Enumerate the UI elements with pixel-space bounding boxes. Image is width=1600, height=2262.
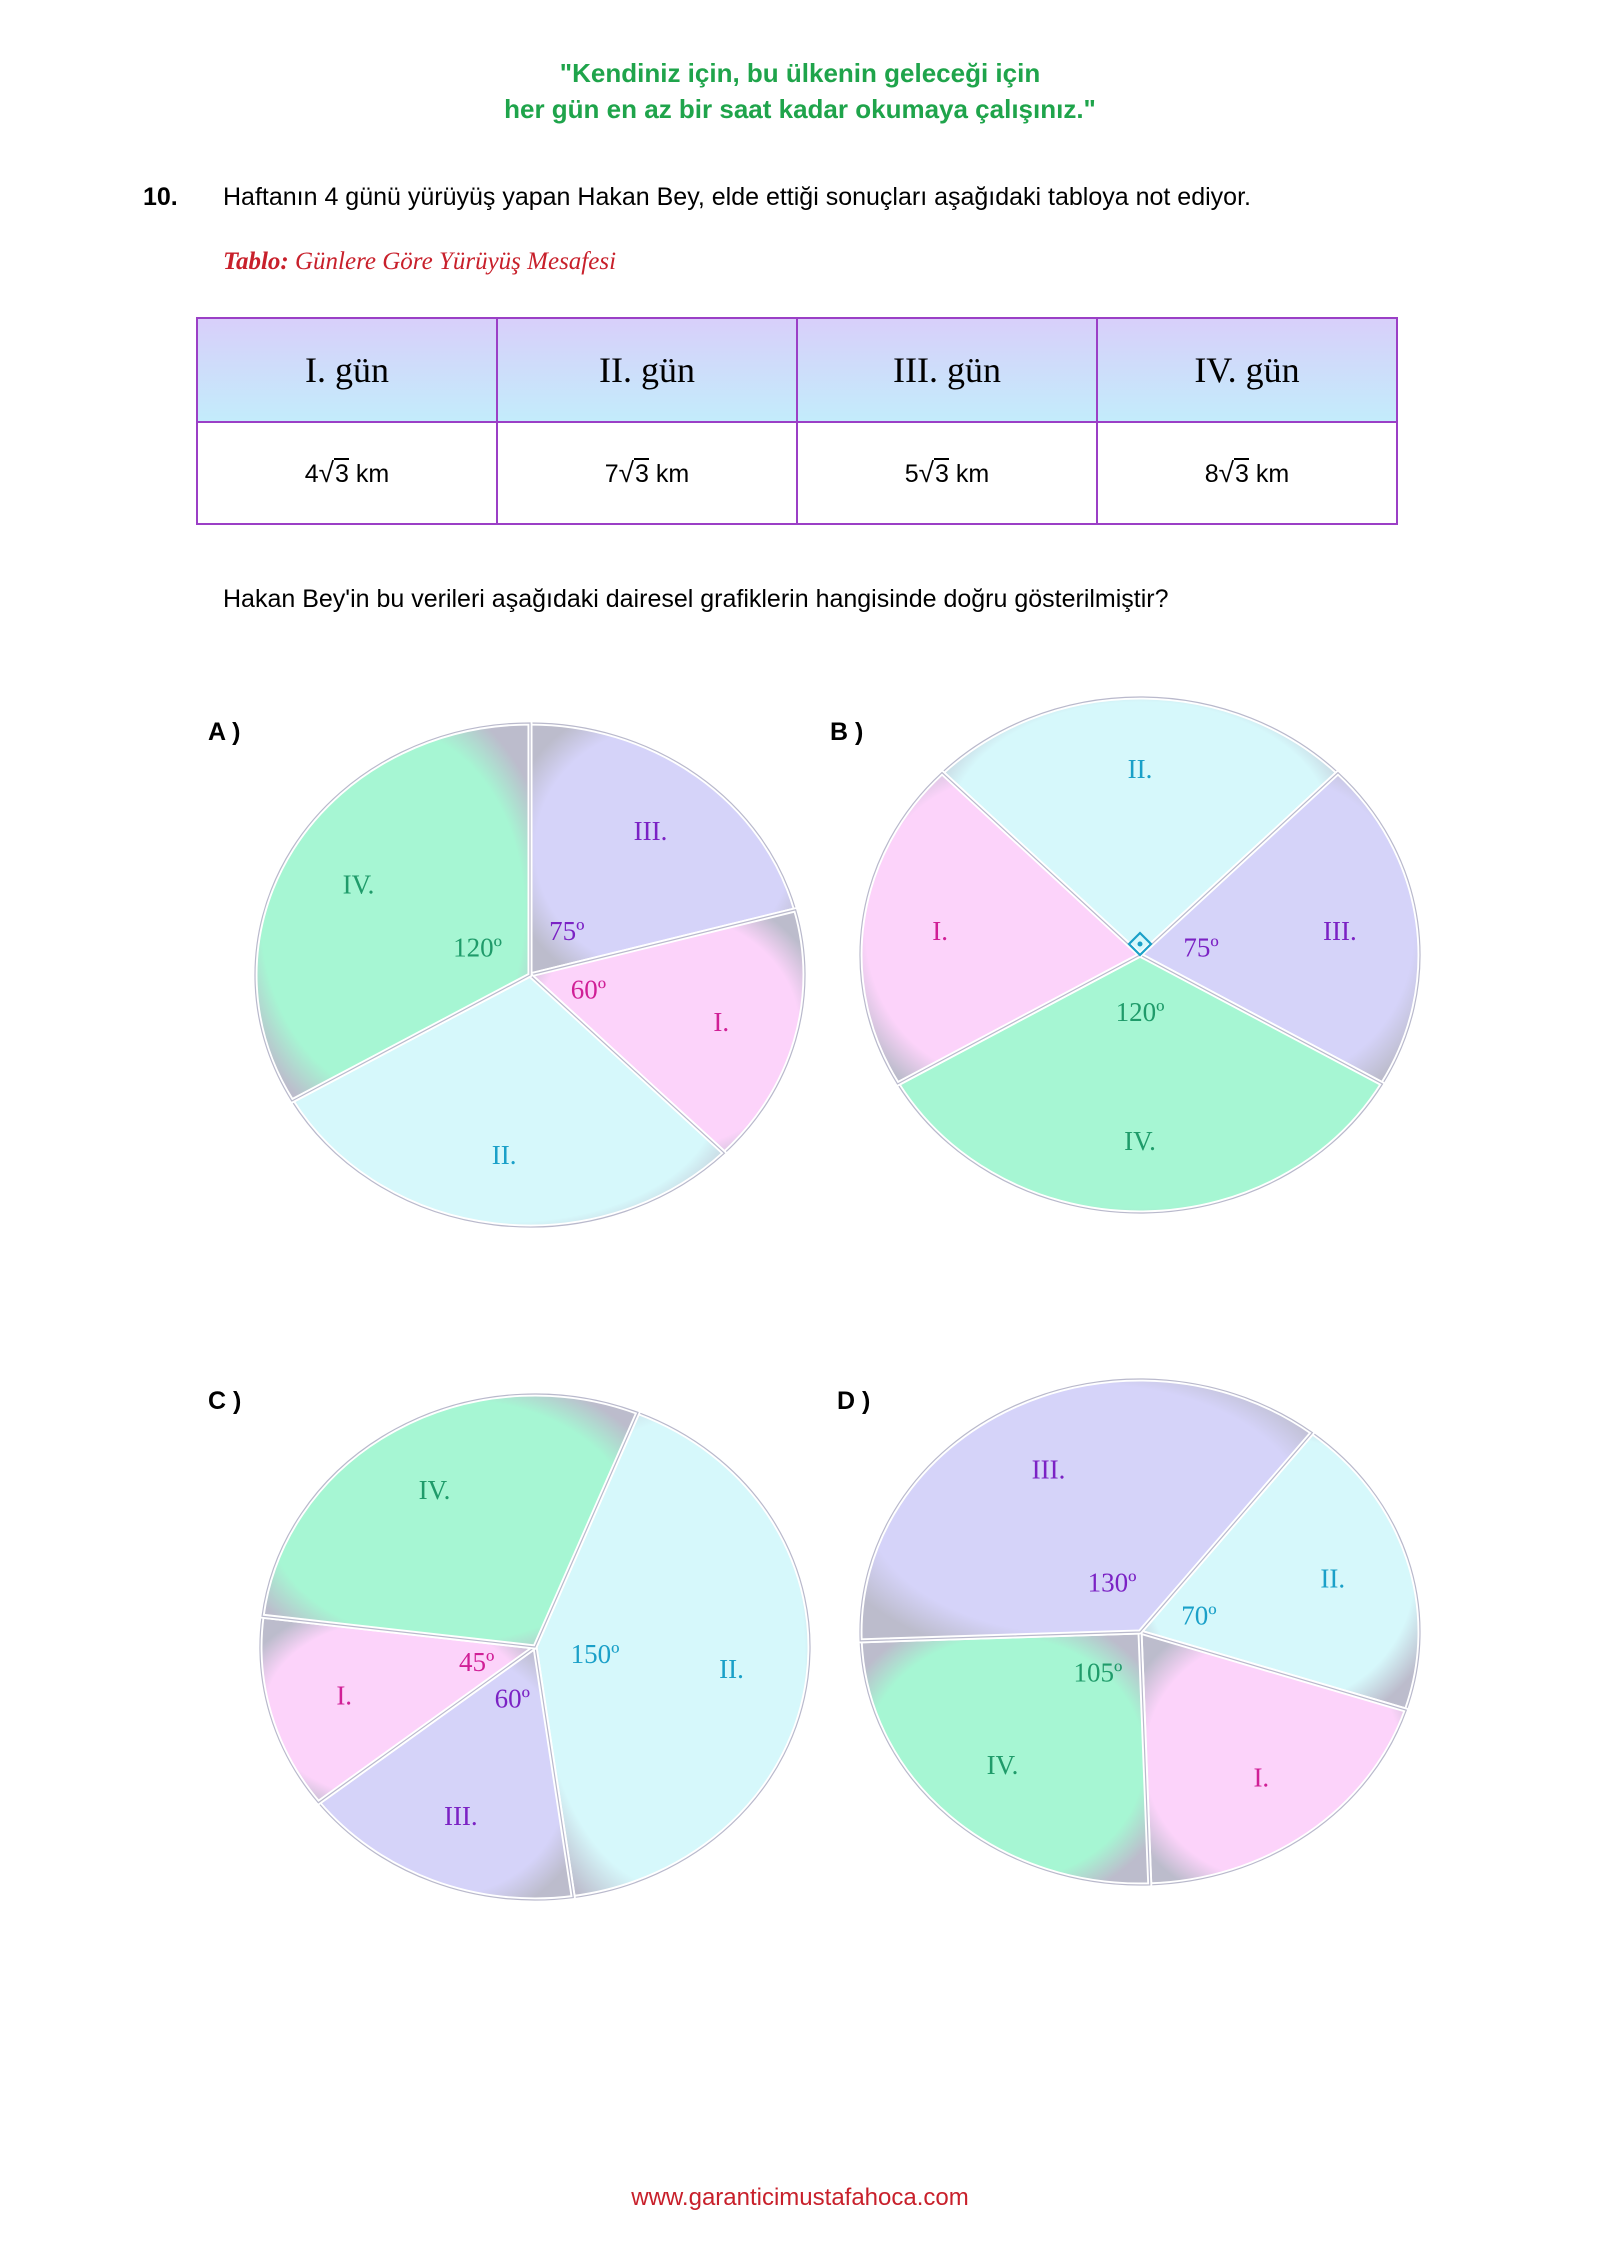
distance-unit: km [355, 460, 390, 488]
option-a-label[interactable]: A ) [208, 718, 241, 746]
pie-slice-label: II. [491, 1139, 517, 1170]
walking-distance-table [196, 317, 1398, 525]
pie-angle-label: 60º [494, 1683, 531, 1714]
table-caption-text: Günlere Göre Yürüyüş Mesafesi [288, 248, 617, 275]
right-angle-dot [1138, 942, 1143, 947]
option-b-label[interactable]: B ) [830, 718, 864, 746]
pie-slice-label: I. [1253, 1762, 1270, 1793]
pie-angle-label: 130º [1087, 1567, 1137, 1598]
option-b-pie-chart[interactable] [850, 700, 1450, 1260]
pie-slice-label: II. [1127, 754, 1153, 785]
table-header-cell: III. gün [797, 318, 1097, 422]
sqrt-icon: √ [918, 457, 935, 488]
table-row [197, 422, 1397, 524]
table-caption-bold: Tablo: [223, 248, 289, 275]
table-cell [197, 422, 497, 524]
pie-angle-label: 75º [1183, 932, 1219, 963]
option-a-pie-chart[interactable] [230, 700, 830, 1260]
pie-slice-label: I. [713, 1006, 730, 1037]
pie-angle-label: 70º [1181, 1600, 1217, 1631]
pie-angle-label: 120º [1115, 996, 1165, 1027]
option-d-pie-chart[interactable] [850, 1367, 1450, 1927]
table-cell [497, 422, 797, 524]
distance-radicand: 3 [1235, 460, 1249, 488]
motto-line-2: her gün en az bir saat kadar okumaya çalışınız." [504, 94, 1096, 124]
table-cell [1097, 422, 1397, 524]
pie-angle-label: 150º [570, 1638, 620, 1669]
distance-coefficient: 4 [304, 460, 319, 488]
pie-slice-label: II. [1320, 1563, 1346, 1594]
distance-radicand: 3 [335, 460, 349, 488]
option-d-label[interactable]: D ) [837, 1387, 871, 1415]
pie-slice-label: IV. [342, 869, 375, 900]
distance-unit: km [655, 460, 690, 488]
pie-slice-label: IV. [418, 1475, 451, 1506]
pie-angle-label: 60º [570, 974, 607, 1005]
distance-coefficient: 7 [604, 460, 619, 488]
pie-angle-label: 120º [453, 932, 503, 963]
table-header-row [197, 318, 1397, 422]
sqrt-icon: √ [1218, 457, 1235, 488]
distance-radicand: 3 [935, 460, 949, 488]
pie-slice-label: II. [719, 1654, 744, 1685]
pie-slice-label: III. [633, 816, 668, 847]
sqrt-icon: √ [318, 457, 335, 488]
pie-angle-label: 45º [459, 1646, 495, 1677]
pie-slice-label: IV. [986, 1750, 1019, 1781]
pie-slice-label: I. [932, 915, 948, 946]
pie-angle-label: 105º [1073, 1657, 1123, 1688]
distance-radicand: 3 [635, 460, 649, 488]
table-cell [797, 422, 1097, 524]
table-header-cell: IV. gün [1097, 318, 1397, 422]
footer-website: www.garanticimustafahoca.com [631, 2184, 969, 2211]
distance-unit: km [1255, 460, 1290, 488]
pie-slice-label: IV. [1124, 1125, 1156, 1156]
sqrt-icon: √ [618, 457, 635, 488]
question-prompt: Hakan Bey'in bu verileri aşağıdaki dairesel grafiklerin hangisinde doğru gösterilmiştir? [223, 585, 1169, 613]
question-number: 10. [143, 183, 178, 211]
option-c-pie-chart[interactable] [230, 1367, 830, 1927]
pie-slice-label: III. [1323, 915, 1357, 946]
question-text: Haftanın 4 günü yürüyüş yapan Hakan Bey, elde ettiği sonuçları aşağıdaki tabloya not ediyor. [223, 183, 1251, 211]
table-header-cell: II. gün [497, 318, 797, 422]
pie-slice-label: III. [1031, 1454, 1066, 1485]
pie-slice-label: III. [443, 1800, 478, 1831]
distance-unit: km [955, 460, 990, 488]
motto-line-1: "Kendiniz için, bu ülkenin geleceği için [559, 58, 1041, 88]
pie-slice-label: I. [336, 1680, 353, 1711]
distance-coefficient: 5 [904, 460, 919, 488]
option-c-label[interactable]: C ) [208, 1387, 242, 1415]
pie-angle-label: 75º [549, 916, 585, 947]
distance-coefficient: 8 [1204, 460, 1219, 488]
table-caption [223, 248, 616, 276]
table-header-cell: I. gün [197, 318, 497, 422]
